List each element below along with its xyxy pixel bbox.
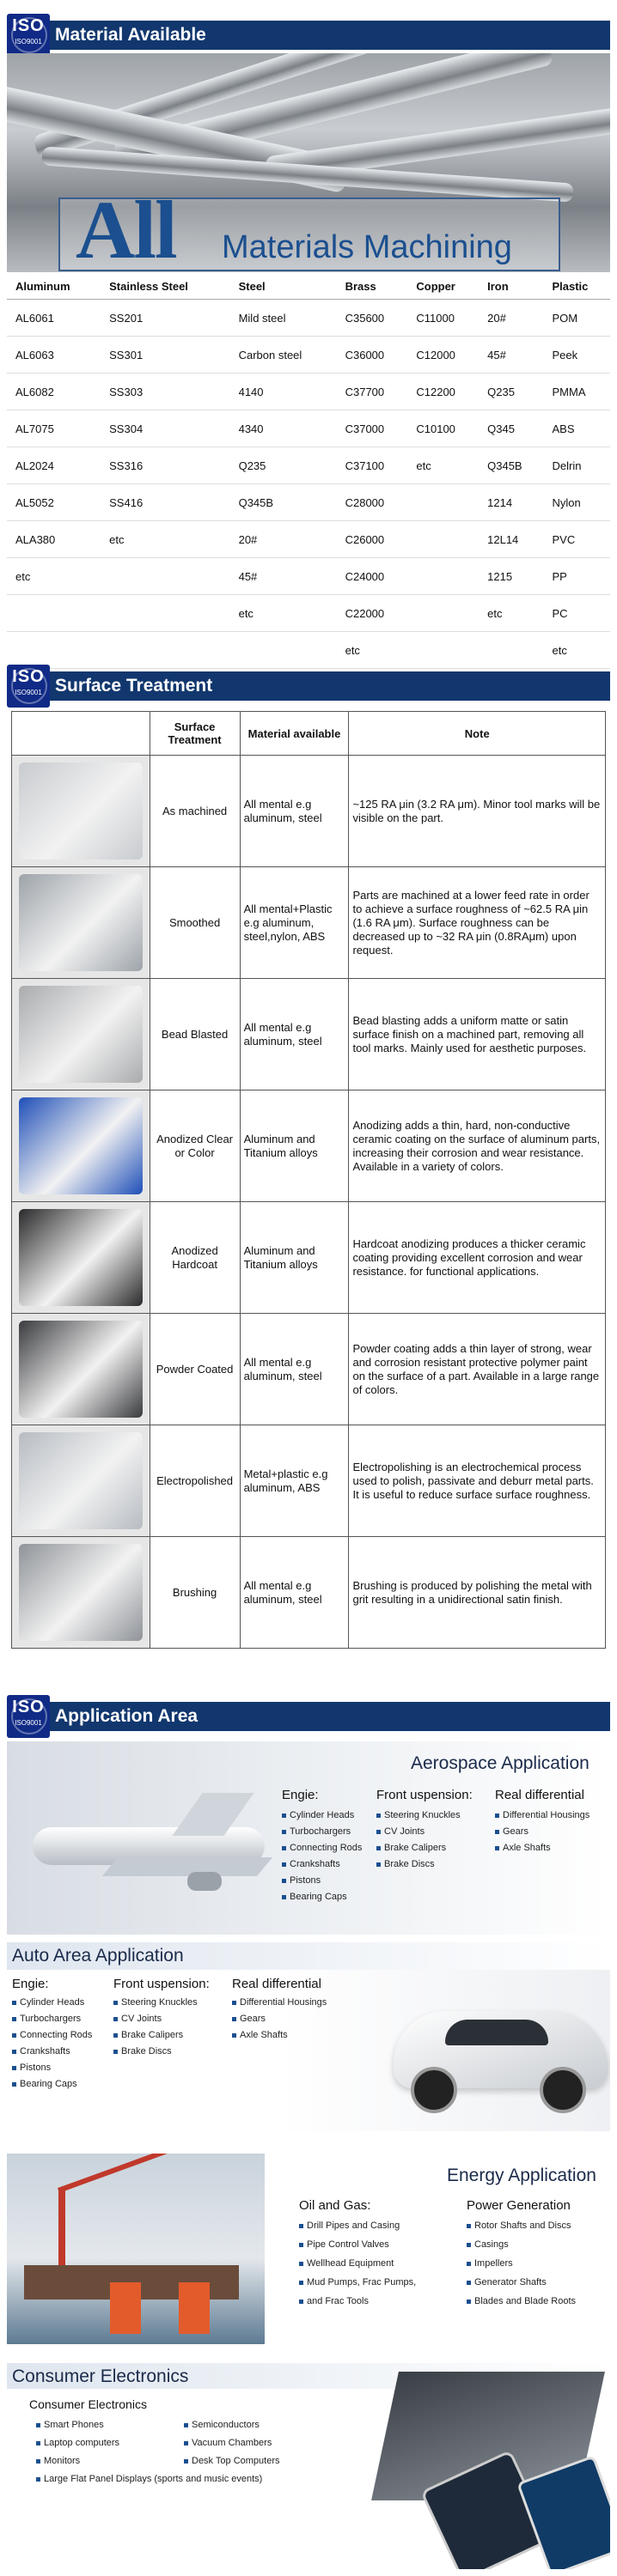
iso-text: ISO [12,1698,45,1716]
materials-table [7,273,610,669]
materials-cell [101,632,229,669]
application-list-item: Gears [232,2014,266,2024]
surface-material: All mental e.g aluminum, steel [240,756,349,867]
materials-cell: 45# [479,337,543,374]
aerospace-panel [7,1741,610,1935]
surface-treatment: Brushing [150,1537,240,1649]
oil-rig-illustration [7,2154,265,2344]
materials-cell: Mild steel [230,300,337,337]
materials-cell: 1214 [479,484,543,521]
surface-treatment: Electropolished [150,1425,240,1537]
consumer-list-item: Monitors [36,2456,80,2466]
materials-cell: C28000 [337,484,408,521]
energy-title: Energy Application [447,2166,596,2185]
materials-header: Copper [407,273,479,300]
iso-logo [7,1695,50,1738]
application-list-item: Connecting Rods [12,2030,92,2040]
surface-sample-part [19,1432,143,1529]
materials-cell: 12L14 [479,521,543,558]
surface-material: Aluminum and Titanium alloys [240,1202,349,1314]
car-illustration [385,1977,608,2123]
materials-cell [407,595,479,632]
iso-text: ISO [12,667,45,686]
materials-cell [407,484,479,521]
application-list-item: Differential Housings [232,1997,327,2008]
materials-header: Aluminum [7,273,101,300]
application-list-item: Drill Pipes and Casing [299,2221,400,2231]
surface-sample-image [12,1091,150,1202]
surface-treatment: As machined [150,756,240,867]
materials-cell: etc [543,632,610,669]
surface-sample-part [19,1209,143,1306]
aerospace-title: Aerospace Application [411,1753,590,1773]
materials-cell: Nylon [543,484,610,521]
application-list-item: Pistons [12,2063,51,2073]
materials-cell: Q235 [230,447,337,484]
application-list-item: CV Joints [376,1826,425,1837]
materials-row [7,632,610,669]
surface-sample-image [12,1202,150,1314]
iso-cert: ISO9001 [15,38,42,46]
materials-cell: etc [407,447,479,484]
iso-cert: ISO9001 [15,689,42,696]
materials-cell: C12200 [407,374,479,410]
materials-cell: PC [543,595,610,632]
materials-cell: etc [7,558,101,595]
materials-row [7,374,610,410]
surface-sample-part [19,1097,143,1194]
iso-cert: ISO9001 [15,1719,42,1727]
surface-treatment: Bead Blasted [150,979,240,1091]
materials-title: Material Available [55,25,206,45]
materials-cell: 4140 [230,374,337,410]
materials-cell: Q345B [230,484,337,521]
application-list-item: Steering Knuckles [376,1810,461,1820]
airplane-illustration [15,1776,273,1905]
materials-row [7,484,610,521]
consumer-list-item: Large Flat Panel Displays (sports and music events) [36,2474,262,2484]
materials-cell: Carbon steel [230,337,337,374]
application-list-item: Brake Discs [113,2046,172,2057]
surface-sample-part [19,1544,143,1641]
surface-sample-image [12,1314,150,1425]
materials-cell: C36000 [337,337,408,374]
materials-cell: C37100 [337,447,408,484]
consumer-list-item: Laptop computers [36,2438,119,2448]
surface-material: All mental+Plastic e.g aluminum, steel,nylon, ABS [240,867,349,979]
energy-panel [7,2154,610,2344]
surface-material: All mental e.g aluminum, steel [240,1314,349,1425]
auto-col2-head: Front uspension: [113,1977,210,1991]
materials-row [7,447,610,484]
application-list-item: Casings [467,2239,509,2250]
surface-header: Material available [240,712,349,756]
surface-note: Electropolishing is an electrochemical process used to polish, passivate and deburr metal parts. It is useful to reduce surface surface roughness. [349,1425,606,1537]
surface-sample-part [19,762,143,860]
materials-cell: C22000 [337,595,408,632]
surface-note: Bead blasting adds a uniform matte or satin surface finish on a machined part, removing all tool marks. Mainly used for aesthetic purposes. [349,979,606,1091]
consumer-list-item: Semiconductors [184,2420,260,2430]
materials-header: Brass [337,273,408,300]
surface-header: Surface Treatment [150,712,240,756]
materials-cell: SS416 [101,484,229,521]
surface-material: Metal+plastic e.g aluminum, ABS [240,1425,349,1537]
surface-treatment: Anodized Hardcoat [150,1202,240,1314]
materials-cell: 1215 [479,558,543,595]
materials-cell: AL6082 [7,374,101,410]
materials-row [7,300,610,337]
materials-cell: AL6061 [7,300,101,337]
materials-cell [479,632,543,669]
application-list-item: Steering Knuckles [113,1997,198,2008]
materials-cell: etc [101,521,229,558]
auto-col1-head: Engie: [12,1977,49,1991]
application-list-item: Pistons [282,1875,321,1886]
surface-sample-image [12,867,150,979]
application-list-item: CV Joints [113,2014,162,2024]
materials-cell: C37000 [337,410,408,447]
materials-cell: AL5052 [7,484,101,521]
materials-row [7,337,610,374]
surface-sample-image [12,1537,150,1649]
materials-cell: AL2024 [7,447,101,484]
materials-cell [7,595,101,632]
application-list-item: Cylinder Heads [282,1810,354,1820]
surface-sample-image [12,1425,150,1537]
consumer-head: Consumer Electronics [29,2397,147,2411]
materials-cell [7,632,101,669]
surface-note: Anodizing adds a thin, hard, non-conductive ceramic coating on the surface of aluminum parts, increasing their corrosion and wear resistance. Available in a variety of colors. [349,1091,606,1202]
materials-cell: Delrin [543,447,610,484]
iso-logo [7,14,50,57]
application-title: Application Area [55,1706,199,1726]
materials-cell: C26000 [337,521,408,558]
consumer-list-item: Desk Top Computers [184,2456,280,2466]
surface-note: Brushing is produced by polishing the metal with grit resulting in a unidirectional satin finish. [349,1537,606,1649]
application-list-item: Crankshafts [282,1859,340,1869]
application-list-item: Axle Shafts [495,1843,551,1853]
materials-cell: SS316 [101,447,229,484]
materials-cell: etc [337,632,408,669]
consumer-panel [7,2363,610,2569]
materials-cell: SS301 [101,337,229,374]
materials-row [7,410,610,447]
materials-cell: C10100 [407,410,479,447]
surface-note: ~125 RA μin (3.2 RA μm). Minor tool marks will be visible on the part. [349,756,606,867]
materials-header: Steel [230,273,337,300]
materials-cell: PVC [543,521,610,558]
materials-cell: Q345 [479,410,543,447]
materials-cell [407,558,479,595]
application-list-item: Brake Discs [376,1859,435,1869]
materials-header: Stainless Steel [101,273,229,300]
surface-row [12,979,606,1091]
surface-sample-image [12,756,150,867]
surface-note: Parts are machined at a lower feed rate in order to achieve a surface roughness of ~62.5 RA μin (1.6 RA μm). Surface roughness can be decreased up to ~32 RA μin (0.8RAμm) upon request. [349,867,606,979]
energy-col2-head: Power Generation [467,2198,571,2213]
surface-row [12,1537,606,1649]
application-list-item: Bearing Caps [282,1892,347,1902]
materials-cell: etc [230,595,337,632]
application-list-item: Impellers [467,2258,513,2269]
materials-cell: SS303 [101,374,229,410]
materials-header: Plastic [543,273,610,300]
materials-cell [230,632,337,669]
materials-cell: C11000 [407,300,479,337]
surface-material: Aluminum and Titanium alloys [240,1091,349,1202]
surface-material: All mental e.g aluminum, steel [240,979,349,1091]
application-banner [7,1702,610,1731]
hero-subtitle: Materials Machining [222,229,512,265]
application-list-item: Turbochargers [282,1826,351,1837]
materials-cell: Q345B [479,447,543,484]
materials-cell: SS201 [101,300,229,337]
materials-cell: PMMA [543,374,610,410]
materials-cell [407,521,479,558]
surface-treatment: Anodized Clear or Color [150,1091,240,1202]
materials-cell: POM [543,300,610,337]
application-list-item: Gears [495,1826,528,1837]
application-list-item: Differential Housings [495,1810,590,1820]
materials-cell: ABS [543,410,610,447]
surface-material: All mental e.g aluminum, steel [240,1537,349,1649]
surface-table [11,711,606,1649]
surface-banner [7,671,610,701]
materials-cell [101,558,229,595]
materials-cell: C37700 [337,374,408,410]
hero-all-text: All [76,184,176,272]
surface-sample-part [19,986,143,1083]
surface-header: Note [349,712,606,756]
consumer-list-item: Smart Phones [36,2420,104,2430]
surface-treatment: Smoothed [150,867,240,979]
surface-row [12,867,606,979]
materials-cell: ALA380 [7,521,101,558]
materials-row [7,595,610,632]
auto-title: Auto Area Application [12,1946,184,1965]
surface-row [12,756,606,867]
surface-sample-image [12,979,150,1091]
application-list-item: Generator Shafts [467,2277,547,2287]
surface-note: Hardcoat anodizing produces a thicker ceramic coating providing excellent corrosion and wear resistance. for functional applications. [349,1202,606,1314]
surface-title: Surface Treatment [55,676,213,696]
materials-cell: 20# [230,521,337,558]
application-list-item: Mud Pumps, Frac Pumps, [299,2277,416,2287]
surface-sample-part [19,874,143,971]
aero-col2-head: Front uspension: [376,1788,473,1802]
materials-cell: 4340 [230,410,337,447]
materials-cell: etc [479,595,543,632]
consumer-list-item: Vacuum Chambers [184,2438,272,2448]
materials-cell: PP [543,558,610,595]
application-list-item: Crankshafts [12,2046,70,2057]
application-list-item: Connecting Rods [282,1843,362,1853]
surface-row [12,1425,606,1537]
surface-header [12,712,150,756]
application-list-item: Blades and Blade Roots [467,2296,576,2306]
auto-col3-head: Real differential [232,1977,321,1991]
materials-header: Iron [479,273,543,300]
materials-cell [407,632,479,669]
application-list-item: Rotor Shafts and Discs [467,2221,571,2231]
materials-cell: SS304 [101,410,229,447]
materials-cell: Peek [543,337,610,374]
application-list-item: and Frac Tools [299,2296,369,2306]
application-list-item: Turbochargers [12,2014,81,2024]
materials-cell: 20# [479,300,543,337]
energy-col1-head: Oil and Gas: [299,2198,371,2213]
materials-row [7,521,610,558]
surface-row [12,1091,606,1202]
application-list-item: Brake Calipers [113,2030,183,2040]
materials-banner [7,21,610,50]
materials-cell: 45# [230,558,337,595]
iso-logo [7,665,50,708]
materials-cell: C12000 [407,337,479,374]
materials-cell: AL7075 [7,410,101,447]
surface-row [12,1202,606,1314]
application-list-item: Cylinder Heads [12,1997,84,2008]
surface-treatment: Powder Coated [150,1314,240,1425]
surface-row [12,1314,606,1425]
aero-col1-head: Engie: [282,1788,319,1802]
materials-row [7,558,610,595]
auto-panel [7,1942,610,2131]
materials-hero-image [7,53,610,272]
materials-cell: AL6063 [7,337,101,374]
application-list-item: Axle Shafts [232,2030,288,2040]
application-list-item: Brake Calipers [376,1843,446,1853]
application-list-item: Pipe Control Valves [299,2239,389,2250]
application-list-item: Bearing Caps [12,2079,77,2089]
surface-sample-part [19,1321,143,1418]
consumer-title: Consumer Electronics [12,2366,189,2386]
materials-cell: C35600 [337,300,408,337]
devices-illustration [333,2363,610,2569]
application-list-item: Wellhead Equipment [299,2258,394,2269]
materials-cell: C24000 [337,558,408,595]
materials-cell [101,595,229,632]
iso-text: ISO [12,16,45,35]
aero-col3-head: Real differential [495,1788,584,1802]
surface-note: Powder coating adds a thin layer of strong, wear and corrosion resistant protective polymer paint on the surface of a part. Available in a large range of colors. [349,1314,606,1425]
materials-cell: Q235 [479,374,543,410]
